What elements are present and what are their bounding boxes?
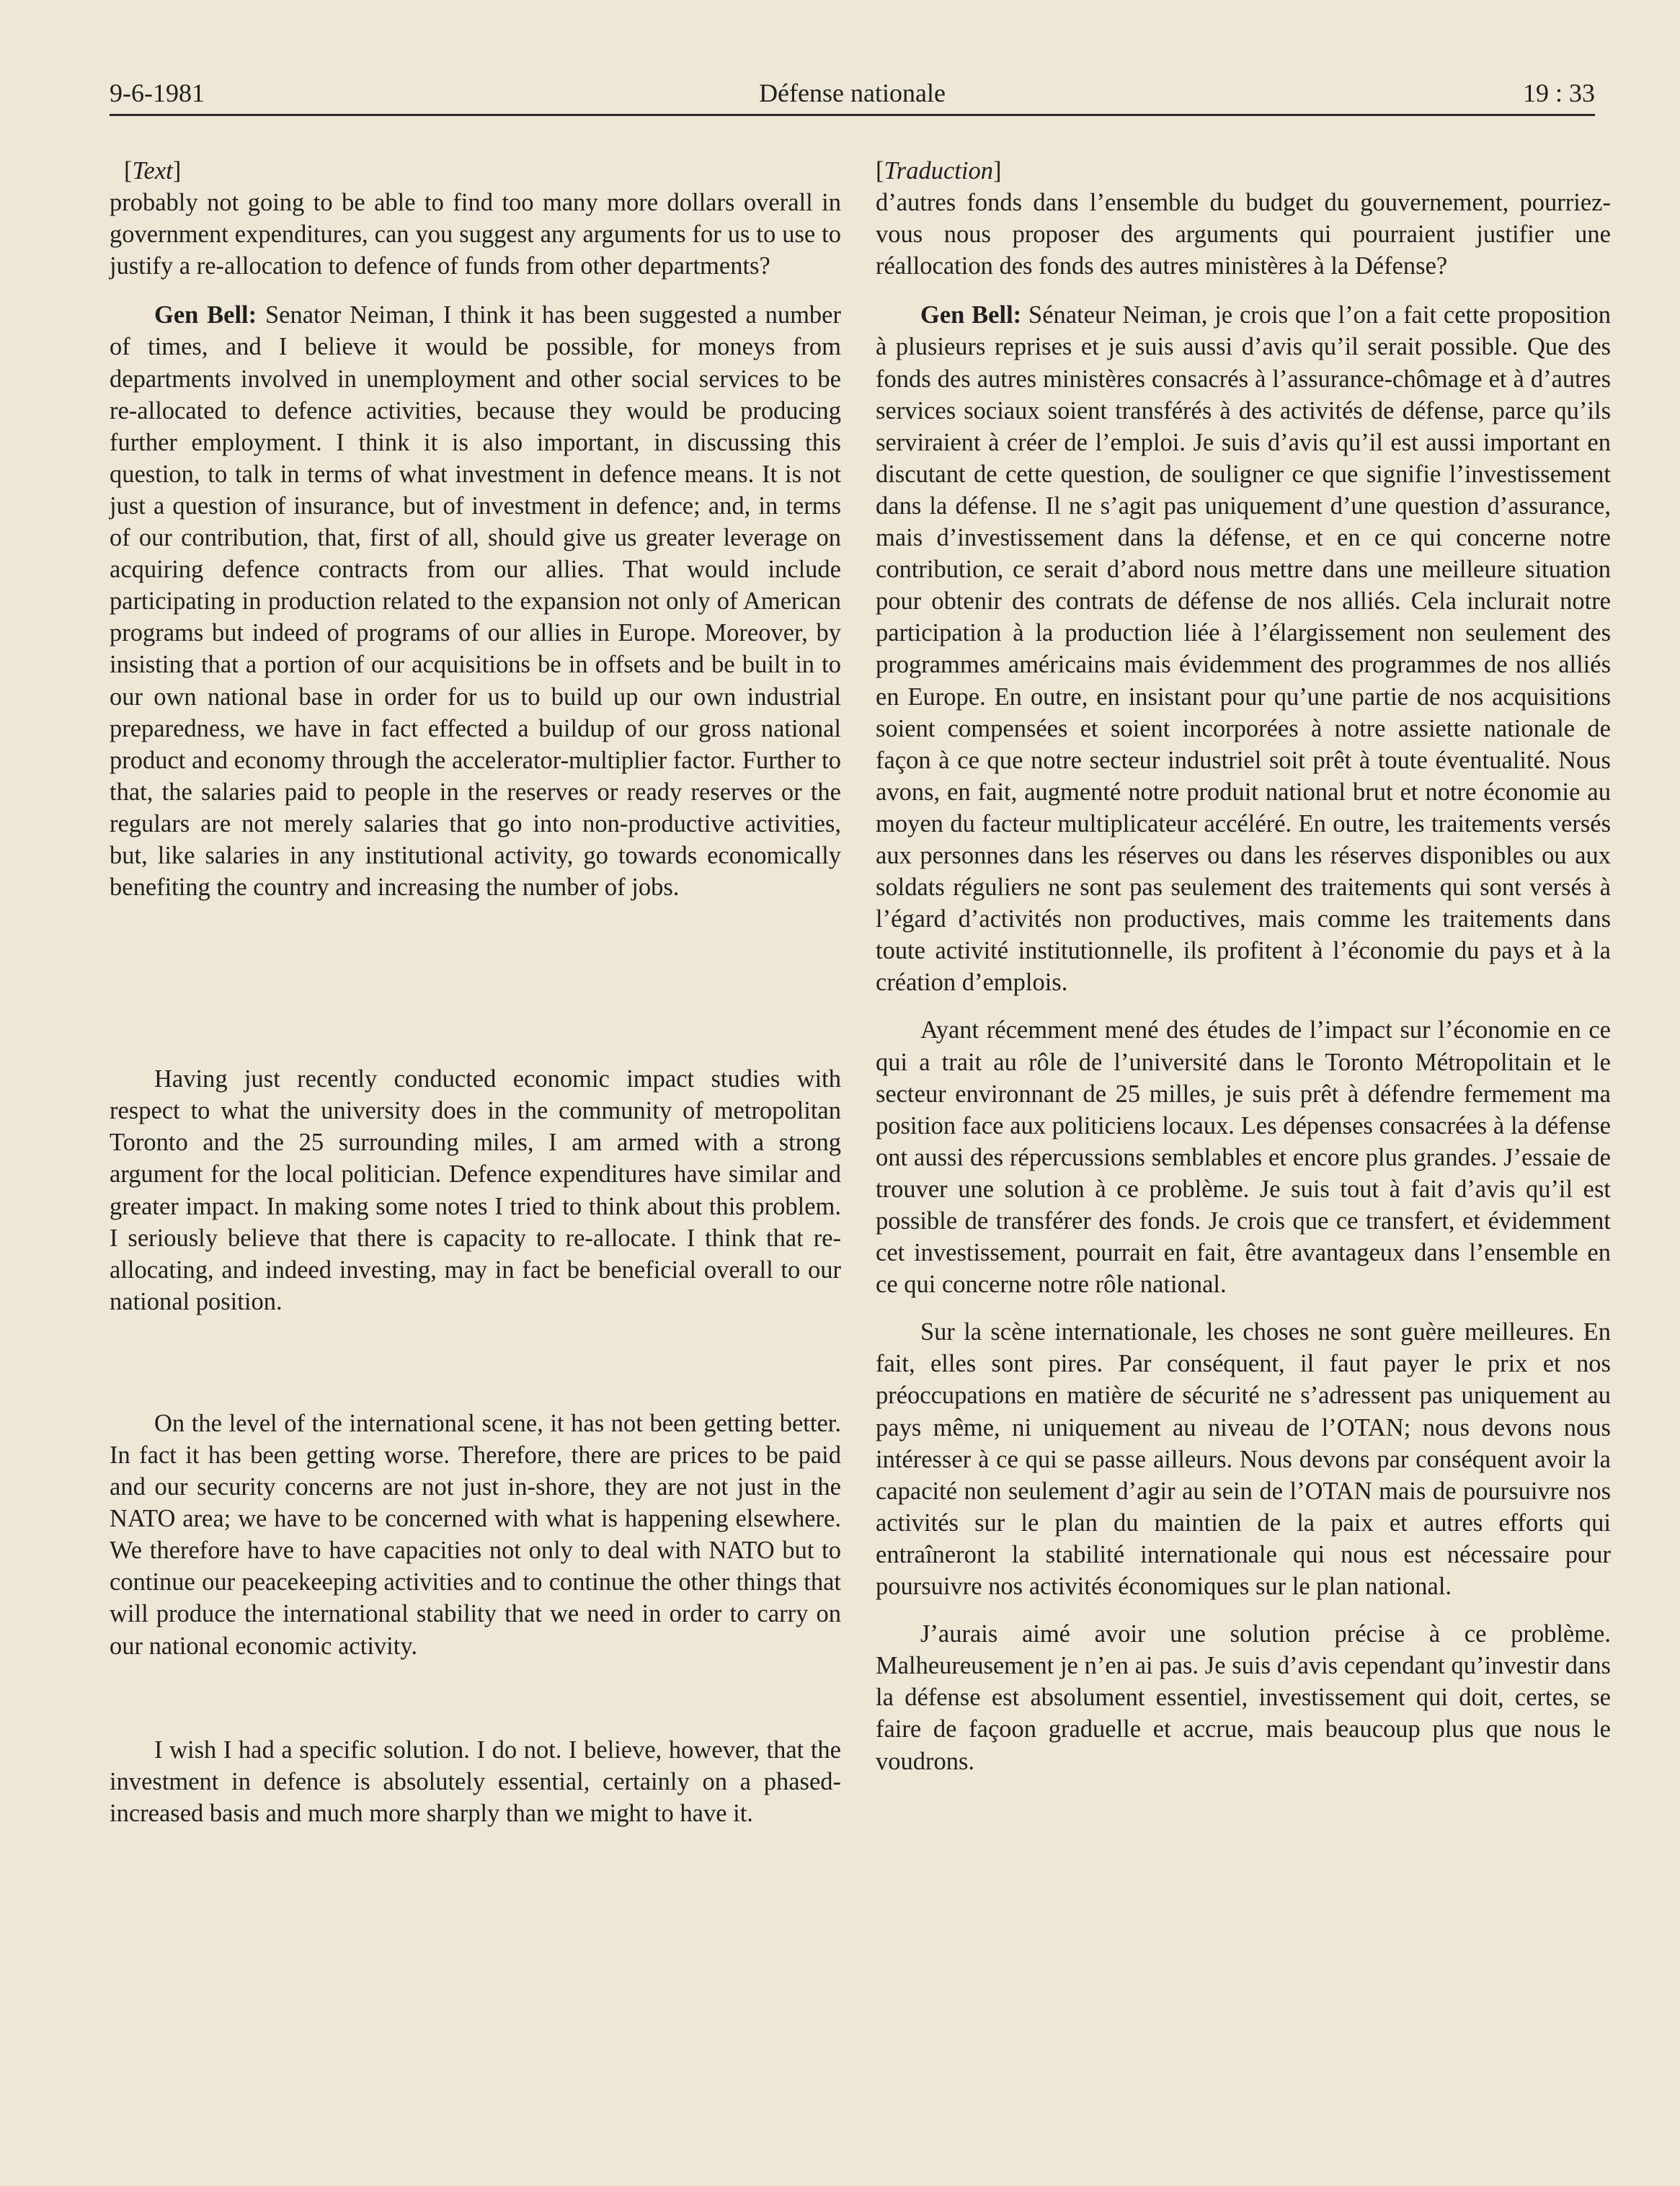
paragraph-solution-english: I wish I had a specific solution. I do not. I believe, however, that the investment in defence is absolutely essential, certainly on a phased-increased basis and much more sharply than we might to have it.: [110, 1736, 841, 1827]
column-label-french: [Traduction]: [876, 157, 1002, 185]
paragraph-solution-french: J’aurais aimé avoir une solution précise à ce problème. Malheureusement je n’en ai pas. Je suis d’avis cependant qu’investir dans la défense est absolument essentiel, investissement qui doit, certes, se faire de façoon graduelle et accrue, mais beaucoup plus que nous le voudrons.: [876, 1620, 1611, 1775]
page-header: [110, 71, 1595, 116]
speaker-label: Gen Bell:: [154, 301, 257, 329]
paragraph-question-french: d’autres fonds dans l’ensemble du budget du gouvernement, pourriez-vous nous proposer des arguments qui pourraient justifier une réallocation des fonds des autres ministères à la Défense?: [876, 189, 1611, 280]
paragraph-international-english: On the level of the international scene, it has not been getting better. In fact it has been getting worse. Therefore, there are prices to be paid and our security concerns are not just in-shore, they are not just in the NATO area; we have to be concerned with what is happening elsewhere. We therefore have to have capacities not only to deal with NATO but to continue our peacekeeping activities and to continue the other things that will produce the international stability that we need in order to carry on our national economic activity.: [110, 1409, 841, 1660]
paragraph-impact-english: Having just recently conducted economic impact studies with respect to what the university does in the community of metropolitan Toronto and the 25 surrounding miles, I am armed with a strong argument for the local politician. Defence expenditures have similar and greater impact. In making some notes I tried to think about this problem. I seriously believe that there is capacity to re-allocate. I think that re-allocating, and indeed investing, may in fact be beneficial overall to our national position.: [110, 1065, 841, 1315]
paragraph-answer-french: Gen Bell: Sénateur Neiman, je crois que l’on a fait cette proposition à plusieurs reprises et je suis aussi d’avis qu’il serait possible. Que des fonds des autres ministères consacrés à l’assurance-chômage et à d’autres services sociaux soient transférés à des activités de défense, parce qu’ils serviraient à créer de l’emploi. Je suis d’avis qu’il est aussi important en discutant de cette question, de souligner ce que signifie l’investissement dans la défense. Il ne s’agit pas uniquement d’une question d’assurance, mais d’investissement dans la défense, et en ce qui concerne notre contribution, ce serait d’abord nous mettre dans une meilleure situation pour obtenir des contrats de défense de nos alliés. Cela inclurait notre participation à la production liée à l’élargissement non seulement des programmes américains mais évidemment des programmes de nos alliés en Europe. En outre, en insistant pour qu’une partie de nos acquisitions soient compensées et soient incorporées à notre assiette nationale de façon à ce que notre secteur industriel soit prêt à toute éventualité. Nous avons, en fait, augmenté notre produit national brut et notre économie au moyen du facteur multiplicateur accéléré. En outre, les traitements versés aux personnes dans les réserves ou dans les réserves disponibles ou aux soldats réguliers ne sont pas seulement des traitements qui sont versés à l’égard d’activités non productives, mais comme les traitements dans toute activité institutionnelle, ils profitent à l’économie du pays et à la création d’emplois.: [876, 301, 1611, 997]
header-title: Défense nationale: [759, 79, 946, 107]
french-column: [876, 155, 1611, 1777]
speaker-label: Gen Bell:: [920, 301, 1022, 329]
column-label-english: [Text]: [124, 157, 182, 185]
header-page-number: 19 : 33: [1522, 79, 1595, 107]
paragraph-question-english: probably not going to be able to find too many more dollars overall in government expenditures, can you suggest any arguments for us to use to justify a re-allocation to defence of funds from other departments?: [110, 189, 841, 280]
paragraph-international-french: Sur la scène internationale, les choses ne sont guère meilleures. En fait, elles sont pires. Par conséquent, il faut payer le prix et nos préoccupations en matière de sécurité ne s’adressent pas uniquement au pays même, ni uniquement au niveau de l’OTAN; nous devons nous intéresser à ce qui se passe ailleurs. Nous devons par conséquent avoir la capacité non seulement d’agir au sein de l’OTAN mais de poursuivre nos activités sur le plan du maintien de la paix et autres efforts qui entraîneront la stabilité internationale qui nous est nécessaire pour poursuivre nos activités économiques sur le plan national.: [876, 1318, 1611, 1601]
english-column: [110, 155, 841, 1829]
paragraph-impact-french: Ayant récemment mené des études de l’impact sur l’économie en ce qui a trait au rôle de l’université dans le Toronto Métropolitain et le secteur environnant de 25 milles, je suis prêt à défendre fermement ma position face aux politiciens locaux. Les dépenses consacrées à la défense ont aussi des répercussions semblables et encore plus grandes. J’essaie de trouver une solution à ce problème. Je suis tout à fait d’avis qu’il est possible de transférer des fonds. Je crois que ce transfert, et évidemment cet investissement, pourrait en fait, être avantageux dans l’ensemble en ce qui concerne notre rôle national.: [876, 1016, 1611, 1299]
header-date: 9-6-1981: [110, 79, 205, 107]
paragraph-answer-english: Gen Bell: Senator Neiman, I think it has been suggested a number of times, and I believe it would be possible, for moneys from departments involved in unemployment and other social services to be re-allocated to defence activities, because they would be producing further employment. I think it is also important, in discussing this question, to talk in terms of what investment in defence means. It is not just a question of insurance, but of investment in defence; and, in terms of our contribution, that, first of all, should give us greater leverage on acquiring defence contracts from our allies. That would include participating in production related to the expansion not only of American programs but indeed of programs of our allies in Europe. Moreover, by insisting that a portion of our acquisitions be in offsets and be built in to our own national base in order for us to build up our own industrial preparedness, we have in fact effected a buildup of our gross national product and economy through the accelerator-multiplier factor. Further to that, the salaries paid to people in the reserves or ready reserves or the regulars are not merely salaries that go into non-productive activities, but, like salaries in any institutional activity, go towards economically benefiting the country and increasing the number of jobs.: [110, 301, 841, 902]
